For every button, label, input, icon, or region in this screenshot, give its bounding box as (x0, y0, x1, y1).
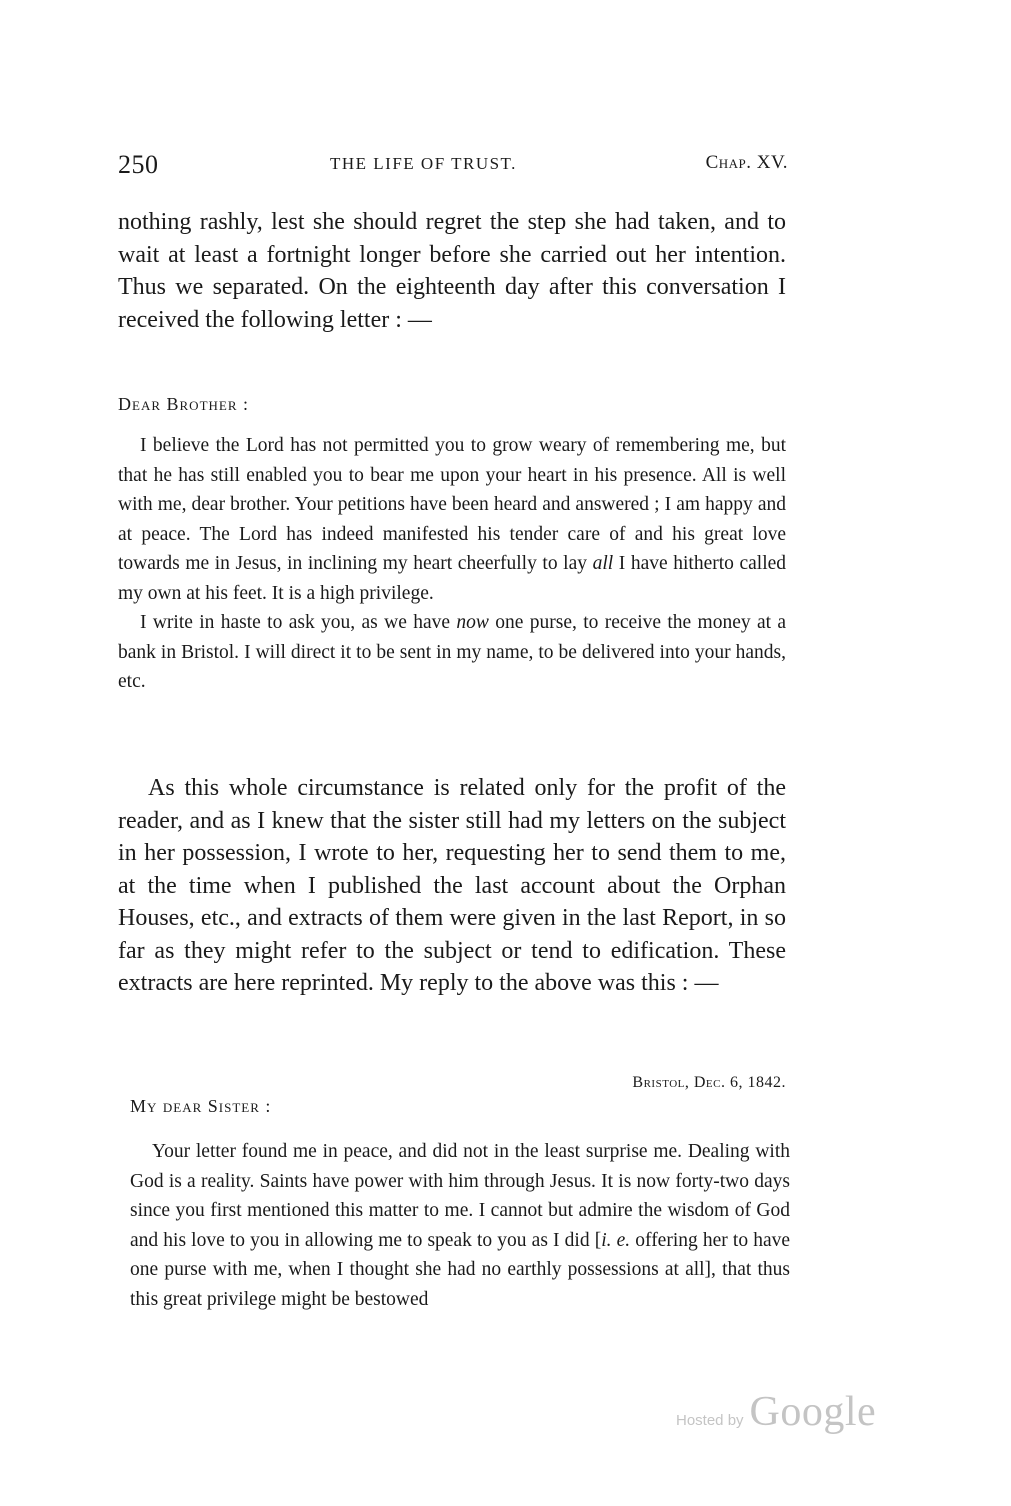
middle-paragraph: As this whole circumstance is related only for the profit of the reader, and as I knew that the sister still had my letters on the subject in her possession, I wrote to her, requesting her to send them to me, at the time when I published the last account about the Orphan Houses, etc., and extracts of them were given in the last Report, in so far as they might refer to the subject or tend to edification. These extracts are here reprinted. My reply to the above was this : — (118, 775, 786, 996)
first-letter (118, 394, 786, 697)
page-number: 250 (118, 150, 159, 179)
running-title: THE LIFE OF TRUST. (330, 154, 517, 173)
first-letter-paragraph-1 (118, 431, 786, 608)
page-header (118, 150, 788, 180)
second-letter-paragraph (130, 1137, 790, 1314)
second-letter-salutation: My dear Sister : (130, 1096, 272, 1116)
chapter-label: Chap. XV. (705, 152, 788, 173)
google-watermark (676, 1388, 876, 1436)
first-letter-text-end: I have hitherto called my own at his feet. It is a high privilege. (118, 553, 787, 604)
first-letter-text: I believe the Lord has not permitted you to grow weary of remembering me, but that he has still enabled you to bear me upon your heart in his presence. All is well with me, dear brother. Your petitions have been heard and answered ; I am happy and at peace. The Lord has indeed manifested his tender care of and his great love towards me in Jesus, in inclining my heart cheerfully to lay (118, 435, 786, 574)
second-letter-text: Your letter found me in peace, and did not in the least surprise me. Dealing with God is a reality. Saints have power with him through Jesus. It is now forty-two days since you first mentioned this matter to me. I cannot but admire the wisdom of God and his love to you in allowing me to speak to you as I did [ (130, 1141, 790, 1251)
second-letter-text-end: offering her to have one purse with me, when I thought she had no earthly possessions at all], that thus this great privilege might be bestowed (130, 1229, 791, 1310)
middle-text (118, 772, 786, 1000)
emphasis-ie: i. e. (601, 1229, 631, 1251)
hosted-by-label: Hosted by (676, 1412, 744, 1429)
google-logo: Google (749, 1389, 877, 1435)
second-letter (130, 1096, 790, 1314)
letter-dateline: Bristol, Dec. 6, 1842. (632, 1074, 786, 1091)
emphasis-now: now (456, 612, 489, 633)
opening-text (118, 206, 786, 336)
opening-paragraph: nothing rashly, lest she should regret the step she had taken, and to wait at least a fortnight longer before she carried out her intention. Thus we separated. On the eighteenth day after this conversation I received the following letter : — (118, 209, 786, 333)
first-letter-paragraph-2 (118, 608, 786, 697)
emphasis-all: all (592, 553, 614, 574)
second-para-text-end: one purse, to receive the money at a bank in Bristol. I will direct it to be sent in my name, to be delivered into your hands, etc. (118, 612, 787, 692)
second-para-text: I write in haste to ask you, as we have (140, 612, 451, 633)
first-letter-salutation: Dear Brother : (118, 394, 250, 414)
